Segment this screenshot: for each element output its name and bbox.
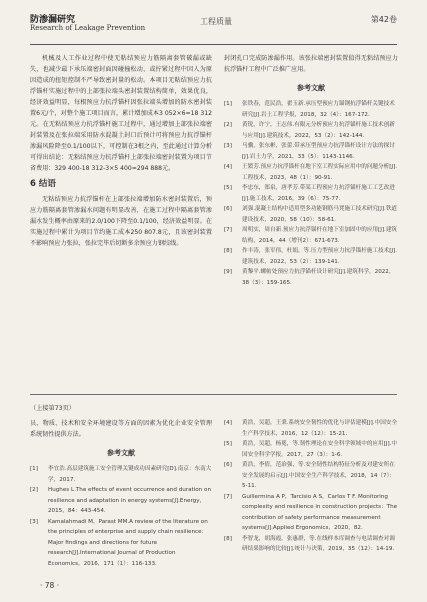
reference-text: 刘强.混凝土结构中适用型多功能钢筋马凳施工技术研究[J].铁道建设技术，2020，58（10）：58-61. [242,206,398,223]
reference-number: [7] [224,227,232,233]
reference-number: [3] [224,143,232,149]
reference-number: [8] [224,248,232,254]
reference-list [30,464,212,569]
journal-title-cn: 防渗漏研究 [30,15,76,25]
reference-item [224,267,398,288]
reference-text: 王繁芳.预应力抗浮锚杆在地下室工程实际应用中的问题分析[J].工程技术，2023，48（1）：90-91. [242,164,398,181]
reference-number: [3] [30,518,38,525]
reference-text: 马骥，张东彬，张蕾.带承压型预应力抗浮锚杆设计方法的探讨[J].岩土力学，2021，33（5）：1143-1146. [242,143,395,160]
continuation-note: （上接第73页） [30,405,75,412]
reference-text: 黄浩，李倩，范治强，等.安全韧性结构特征分析及对建安所在安全发展的启示[J].中国安全生产科学技术，2018，14（7）：5-11. [242,462,395,489]
reference-number: [8] [224,535,232,542]
body-paragraph: 机械及人工作业过程中使无粘结预应力筋隔离套管破漏或缺失，也减少最下承压端密封面因碰撞松动，或拧紧过程中因人为原因造成的扭矩控制不严导致密封量的松动。本项目无粘结预应力抗浮锚杆实施过程中的上部张拉端头密封装置结构简单，效果优良，经济效益明显，每根预应力抗浮锚杆因张拉端头增加的防水密封装置6元/个，对整个施工项目而言，累计增加成本3 052×6=18 312元。在无粘结预应力抗浮锚杆施工过程中，通过增加上部张拉端密封装置及在张拉端采用防水混凝土封口后预计可将预应力抗浮锚杆渗漏风险降至0.1/100以下，可控制在3根之内，至此通过计算分析可得出结论：无粘结预应力抗浮锚杆上部张拉端密封装置为项目节省费用：329 400-18 312-3×5 400=294 888元。 [30,55,212,172]
reference-text: Hughes L.The effects of event occurrence and duration on resilience and adaptation in energy systems[J].Energy，2015，84：443-454. [48,487,211,514]
reference-text: Guillermina A P，Tarcisio A S，Carlos T F. Monitoring complexity and resilience in construction projects：The contribution of safety performance measurement systems[J].Applied Ergonomics，2020，82. [242,493,398,531]
reference-item [224,418,398,439]
section-title: 6 结语 [30,179,56,189]
references-title: 参考文献 [107,449,135,457]
reference-number: [5] [224,441,232,447]
reference-item [30,485,212,517]
top-left-column [30,53,212,249]
reference-number: [9] [224,269,232,275]
reference-text: 周明实，周自新.预应力抗浮锚杆在地下室加固中的应用[J].建筑结构，2014，44（增刊2）：671-673. [242,227,398,244]
bottom-right-column [224,418,398,555]
page-header [30,10,397,52]
reference-item [224,141,398,162]
section-divider [30,394,397,395]
reference-number: [2] [224,122,232,128]
reference-number: [6] [224,206,232,212]
reference-text: 黄黎平.螺帖处预应力抗浮锚杆设计研究[J].建筑科学，2022，38（3）：159-165. [242,269,395,286]
reference-item [224,492,398,534]
body-paragraph: 封闭孔口完成防渗漏作用。该张拉端密封装置值得无粘结预应力抗浮锚杆工程中广泛推广应用。 [224,55,398,73]
bottom-left-column [30,418,212,569]
reference-number: [1] [30,466,38,472]
reference-item [224,460,398,492]
reference-item [30,464,212,485]
reference-text: 黄浩，吴超，杨冕，等.韧性理论在安全科学领域中的应用[J].中国安全科学学报，2017，27（3）：1-6. [242,441,398,458]
header-rule [30,44,397,45]
reference-item [224,246,398,267]
reference-text: 作丰涛，张军伟，杜娟，等.压力型预应力抗浮锚杆施工技术[J].建筑技术，2022，53（2）：139-141. [242,248,398,265]
reference-item [224,99,398,120]
references-title: 参考文献 [297,84,325,92]
section-name: 工程质量 [200,17,232,26]
reference-list [224,99,398,288]
reference-number: [5] [224,185,232,191]
reference-number: [7] [224,493,232,500]
reference-item [224,225,398,246]
reference-text: 李忠东，郑泉，唐孝芳.带某工程预应力抗浮锚杆施工工艺改进[J].施工技术，2016，39（6）：75-77. [242,185,395,202]
page-number: · 78 · [40,581,60,590]
reference-item [224,162,398,183]
reference-item [224,439,398,460]
reference-text: 李宜浩.高层建筑施工安全管理关键成功因素研究[D].南京：东南大学，2017. [48,466,212,483]
reference-number: [4] [224,164,232,170]
reference-number: [2] [30,487,38,493]
reference-text: 张铁春，范民浩，翟玉新.承压型预应力锚钢抗浮锚杆关键技术研究[J].岩土工程学报，2018，32（4）：167-172. [242,101,395,118]
reference-number: [4] [224,420,232,426]
reference-item [224,204,398,225]
reference-item [30,517,212,570]
reference-list [224,418,398,555]
reference-text: 黄浩，吴超，王秉.系统安全韧性的优化与评估建模[J].中国安全生产科学技术，2016，12（12）：15-21. [242,420,398,437]
body-paragraph: 员、物质、技术和安全环境建设等方面的因素为优化企业安全管理系统韧性提供方法。 [30,420,212,438]
reference-item [224,183,398,204]
reference-item [224,120,398,141]
reference-text: Kamalahmadi M，Parast MM.A review of the literature on the principles of enterprise and supply chain resilience：Major findings and directions for future research[J].International Journal of Production Economics，2016，171（1）：116-133. [48,518,208,567]
reference-number: [1] [224,101,232,107]
reference-item [224,534,398,555]
volume-number: 第42卷 [370,15,397,24]
reference-text: 李智龙，胡海霞，张惠群，等.在线样本库调查与电话调查对调研结果影响的比较[J].统计与决策，2019，35（12）：14-19. [242,535,395,552]
conclusion-paragraph: 无粘结预应力抗浮锚杆在上部张拉端增加防水密封装置后，预应力筋隔离套管渗漏水问题有明显改善，在施工过程中隔离套管渗漏水发生概率由原来的2.0/100下降至0.1/100，经济效益明显。在实施过程中累计为项目节约施工成本250 807.8元，且该密封装置不影响预应力张拉，张拉完毕后切断多余预应力钢绞线。 [30,196,212,247]
reference-number: [6] [224,462,232,468]
reference-text: 黄锐，许宁，王志伟.有限元分析预应力抗浮锚杆施工技术创新与应用[J].建筑技术，2022，53（2）：142-144. [242,122,395,139]
top-right-column [224,53,398,288]
journal-title-en: Research of Leakage Prevention [30,24,146,32]
